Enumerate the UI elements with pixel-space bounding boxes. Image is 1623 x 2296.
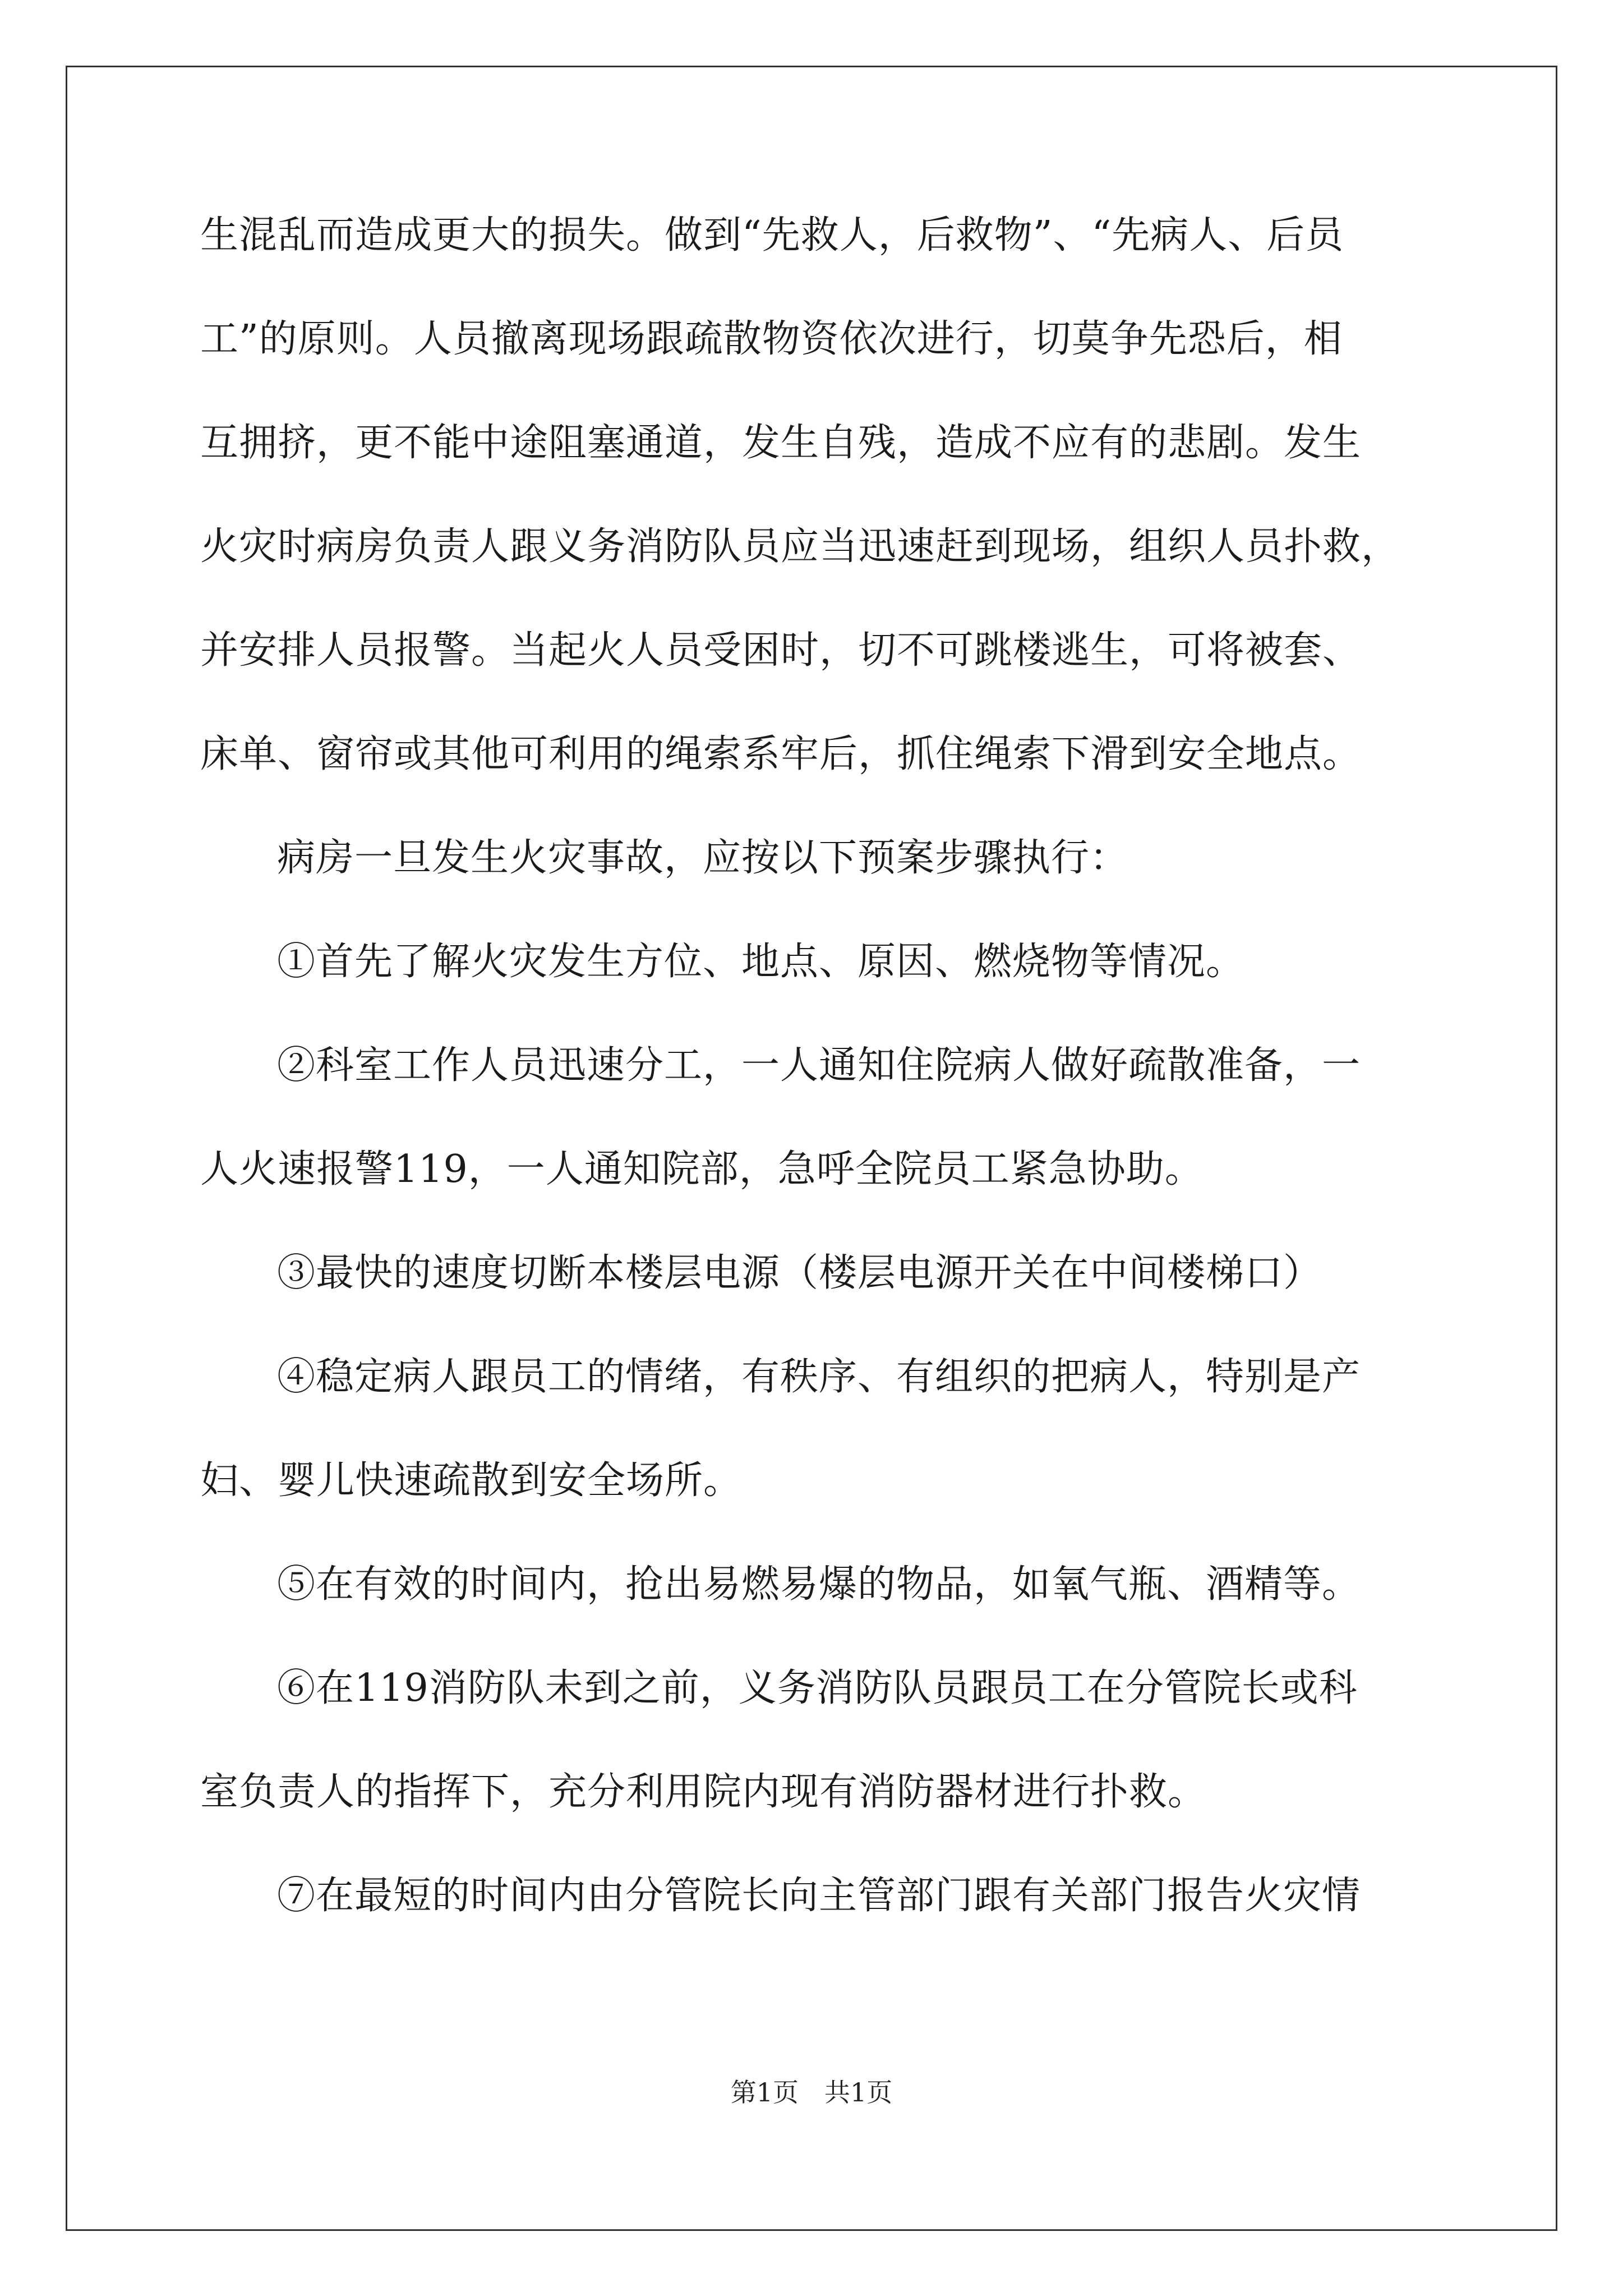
text-line: 生混乱而造成更大的损失。做到“先救人，后救物”、“先病人、后员 (200, 213, 1344, 257)
text-line: 人火速报警119，一人通知院部，急呼全院员工紧急协助。 (200, 1147, 1204, 1191)
paragraph-line: ②科室工作人员迅速分工，一人通知住院病人做好疏散准备，一 (277, 1043, 1361, 1088)
text-line: 工”的原则。人员撤离现场跟疏散物资依次进行，切莫争先恐后，相 (200, 317, 1343, 361)
paragraph-line: ⑥在119消防队未到之前，义务消防队员跟员工在分管院长或科 (277, 1666, 1358, 1710)
page-footer: 第1页 共1页 (730, 2077, 893, 2108)
text-line: 火灾时病房负责人跟义务消防队员应当迅速赶到现场，组织人员扑救， (200, 524, 1400, 569)
text-line: 互拥挤，更不能中途阻塞通道，发生自残，造成不应有的悲剧。发生 (200, 421, 1362, 465)
paragraph-line: ④稳定病人跟员工的情绪，有秩序、有组织的把病人，特别是产 (277, 1355, 1361, 1399)
paragraph-line: ⑤在有效的时间内，抢出易燃易爆的物品，如氧气瓶、酒精等。 (277, 1562, 1361, 1607)
text-line: 室负责人的指挥下，充分利用院内现有消防器材进行扑救。 (200, 1770, 1207, 1814)
text-line: 妇、婴儿快速疏散到安全场所。 (200, 1458, 743, 1503)
text-line: 并安排人员报警。当起火人员受困时，切不可跳楼逃生，可将被套、 (200, 628, 1362, 673)
text-line: 床单、窗帘或其他可利用的绳索系牢后，抓住绳索下滑到安全地点。 (200, 732, 1362, 776)
paragraph-line: 病房一旦发生火灾事故，应按以下预案步骤执行： (277, 836, 1129, 880)
paragraph-line: ①首先了解火灾发生方位、地点、原因、燃烧物等情况。 (277, 940, 1245, 984)
paragraph-line: ⑦在最短的时间内由分管院长向主管部门跟有关部门报告火灾情 (277, 1874, 1361, 1918)
paragraph-line: ③最快的速度切断本楼层电源（楼层电源开关在中间楼梯口） (277, 1251, 1322, 1295)
